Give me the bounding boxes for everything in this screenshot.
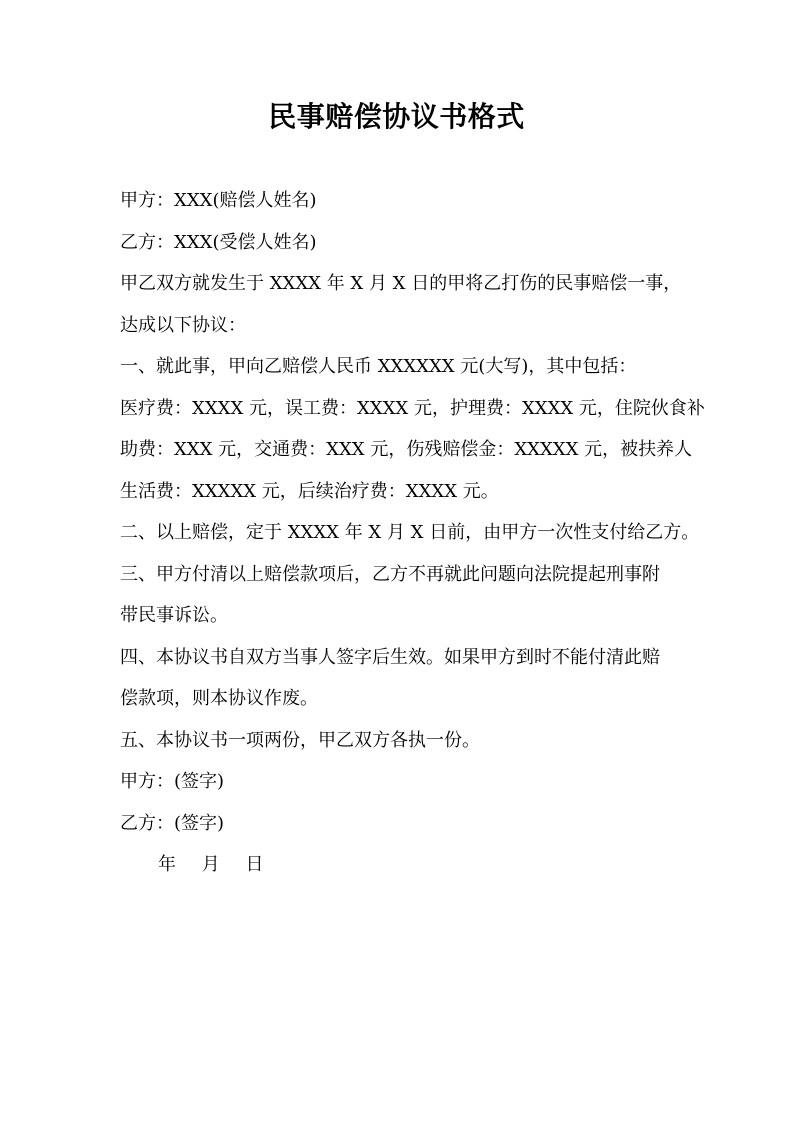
party-a-signature-line: 甲方：(签字) [120, 771, 225, 792]
document-title: 民事赔偿协议书格式 [268, 100, 525, 133]
clause-three-line: 三、甲方付清以上赔偿款项后，乙方不再就此问题向法院提起刑事附 [120, 563, 660, 585]
document-body [120, 180, 705, 886]
clause-one-line: 一、就此事，甲向乙赔偿人民币 XXXXXX 元(大写)，其中包括： [120, 356, 637, 377]
month-label: 月 [201, 854, 220, 875]
intro-line: 达成以下协议： [120, 314, 246, 336]
party-a-line: 甲方：XXX(赔偿人姓名) [120, 190, 317, 211]
party-b-line: 乙方：XXX(受偿人姓名) [120, 231, 317, 253]
clause-five-line: 五、本协议书一项两份，甲乙双方各执一份。 [120, 729, 480, 751]
year-label: 年 [158, 854, 176, 875]
intro-line: 甲乙双方就发生于 XXXX 年 X 月 X 日的甲将乙打伤的民事赔偿一事， [120, 273, 682, 294]
date-line [120, 844, 680, 886]
clause-one-line: 医疗费：XXXX 元，误工费：XXXX 元，护理费：XXXX 元，住院伙食补 [120, 397, 705, 419]
clause-two-line: 二、以上赔偿，定于 XXXX 年 X 月 X 日前，由甲方一次性支付给乙方。 [120, 522, 700, 543]
clause-three-line: 带民事诉讼。 [120, 605, 228, 626]
clause-one-line: 助费：XXX 元，交通费：XXX 元，伤残赔偿金：XXXXX 元，被扶养人 [120, 439, 693, 460]
clause-one-line: 生活费：XXXXX 元，后续治疗费：XXXX 元。 [120, 480, 499, 502]
clause-four-line: 偿款项，则本协议作废。 [120, 688, 318, 709]
clause-four-line: 四、本协议书自双方当事人签字后生效。如果甲方到时不能付清此赔 [120, 646, 660, 668]
party-b-signature-line: 乙方：(签字) [120, 812, 225, 834]
day-label: 日 [245, 854, 264, 875]
